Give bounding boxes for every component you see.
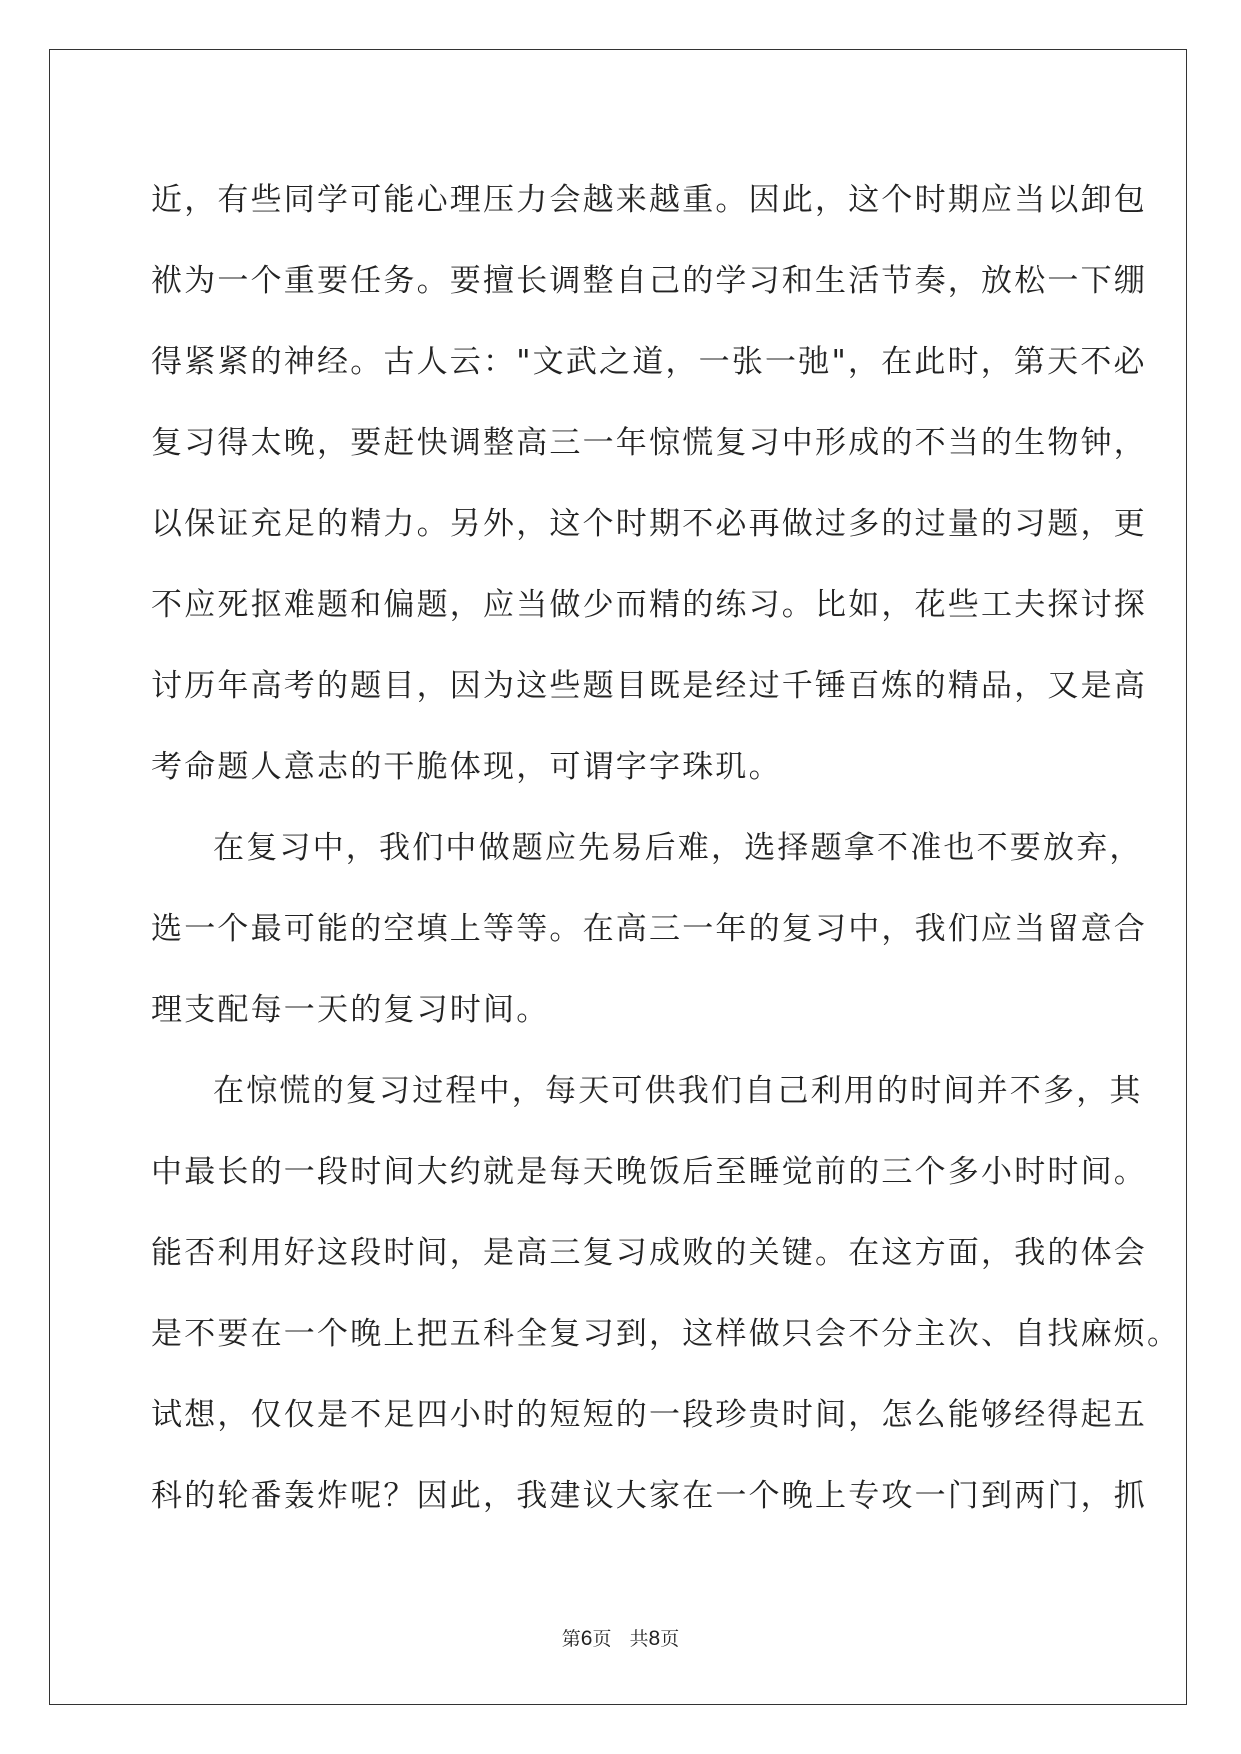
text-line: 近，有些同学可能心理压力会越来越重。因此，这个时期应当以卸包 [151,182,1147,218]
text-line: 不应死抠难题和偏题，应当做少而精的练习。比如，花些工夫探讨探 [151,587,1147,623]
text-line: 选一个最可能的空填上等等。在高三一年的复习中，我们应当留意合 [151,911,1147,947]
text-line: 得紧紧的神经。古人云："文武之道，一张一弛"，在此时，第天不必 [151,344,1147,380]
text-line: 讨历年高考的题目，因为这些题目既是经过千锤百炼的精品，又是高 [151,668,1147,704]
total-prefix: 共 [629,1628,649,1650]
page-prefix: 第 [561,1628,581,1650]
document-body [151,160,1181,1537]
text-line: 能否利用好这段时间，是高三复习成败的关键。在这方面，我的体会 [151,1235,1147,1271]
page-number: 6 [580,1627,593,1650]
text-line: 科的轮番轰炸呢？因此，我建议大家在一个晚上专攻一门到两门，抓 [151,1478,1147,1514]
text-line: 中最长的一段时间大约就是每天晚饭后至睡觉前的三个多小时时间。 [151,1154,1147,1190]
total-pages: 8 [648,1627,661,1650]
page-suffix: 页 [592,1628,612,1650]
total-suffix: 页 [660,1628,680,1650]
text-line: 复习得太晚，要赶快调整高三一年惊慌复习中形成的不当的生物钟， [151,425,1147,461]
text-line: 考命题人意志的干脆体现，可谓字字珠玑。 [151,749,782,785]
text-line: 理支配每一天的复习时间。 [151,992,550,1028]
paragraph-first-line: 在复习中，我们中做题应先易后难，选择题拿不准也不要放弃， [213,830,1143,866]
page-footer [0,1624,1241,1651]
text-line: 袱为一个重要任务。要擅长调整自己的学习和生活节奏，放松一下绷 [151,263,1147,299]
paragraph-first-line: 在惊慌的复习过程中，每天可供我们自己利用的时间并不多，其 [213,1073,1143,1109]
text-line: 是不要在一个晚上把五科全复习到，这样做只会不分主次、自找麻烦。 [151,1316,1181,1352]
text-line: 试想，仅仅是不足四小时的短短的一段珍贵时间，怎么能够经得起五 [151,1397,1147,1433]
text-line: 以保证充足的精力。另外，这个时期不必再做过多的过量的习题，更 [151,506,1147,542]
